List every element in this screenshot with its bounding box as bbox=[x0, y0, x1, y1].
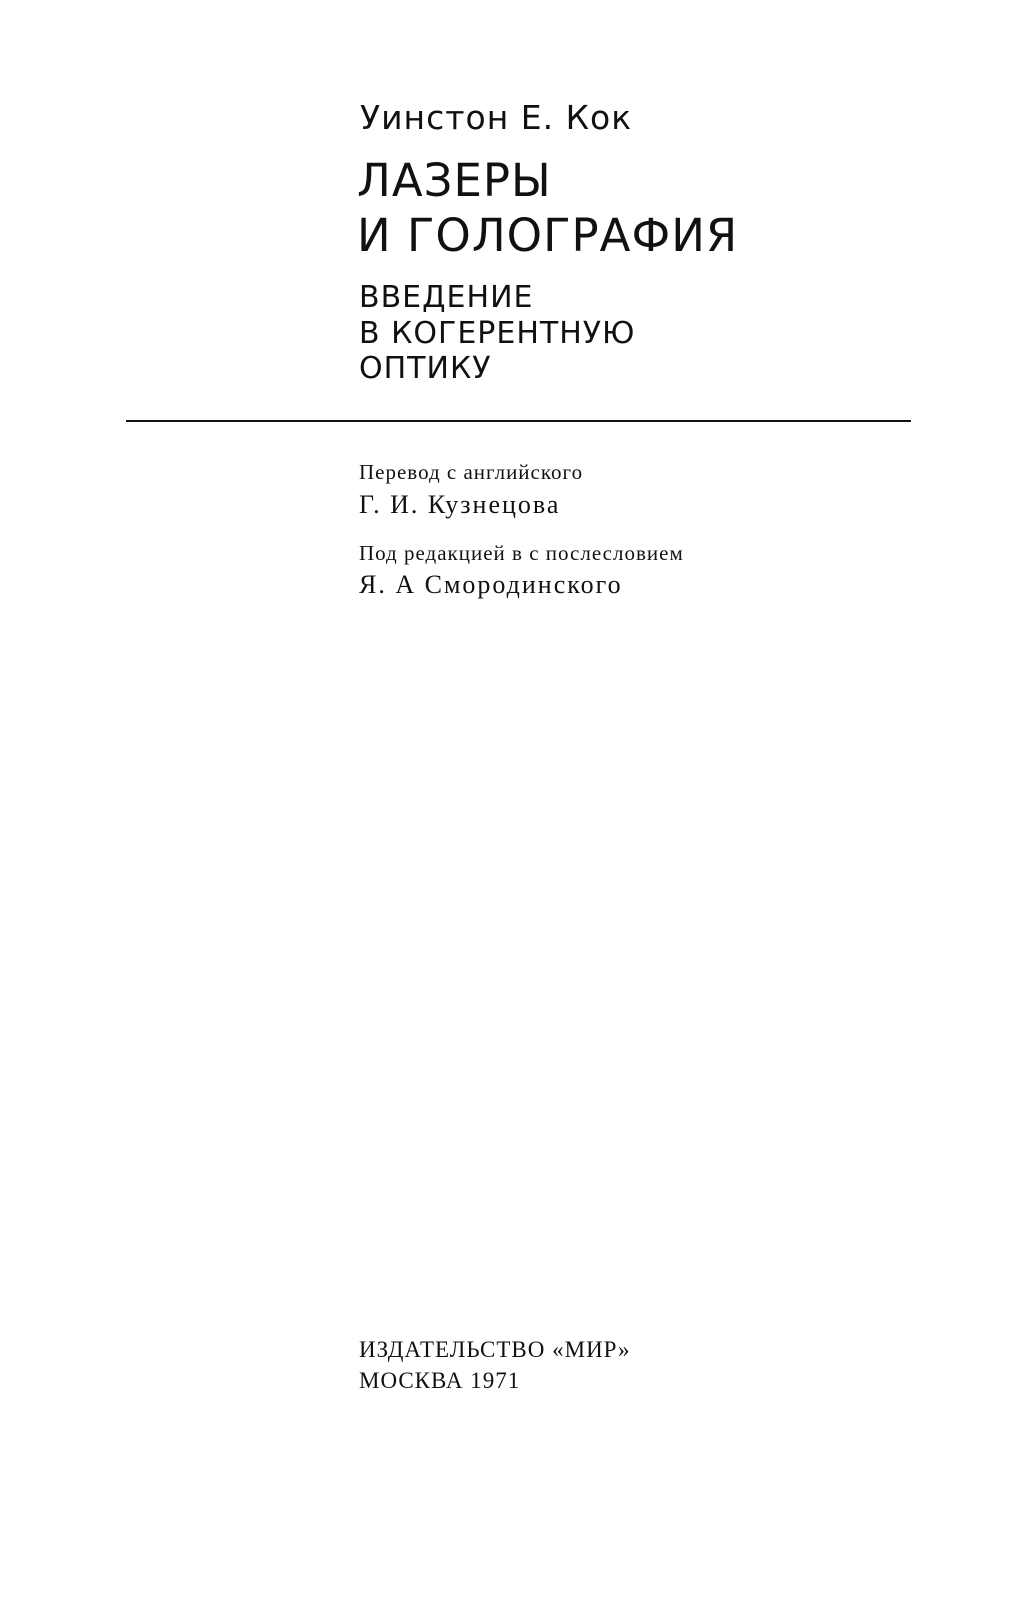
author-name: Уинстон Е. Кок bbox=[360, 98, 633, 137]
publisher-name: ИЗДАТЕЛЬСТВО «МИР» bbox=[359, 1337, 631, 1362]
book-title-line-1: ЛАЗЕРЫ bbox=[357, 154, 552, 207]
publication-city-year: МОСКВА 1971 bbox=[359, 1368, 521, 1393]
horizontal-divider bbox=[126, 420, 911, 422]
editor-name: Я. А Смородинского bbox=[359, 570, 623, 599]
book-title-line-2: И ГОЛОГРАФИЯ bbox=[357, 209, 739, 262]
subtitle-line-3: ОПТИКУ bbox=[359, 351, 492, 386]
subtitle-line-1: ВВЕДЕНИЕ bbox=[359, 280, 534, 315]
translation-label: Перевод с английского bbox=[359, 460, 584, 484]
editor-label: Под редакцией в с послесловием bbox=[359, 541, 684, 565]
translator-name: Г. И. Кузнецова bbox=[359, 490, 561, 519]
subtitle-line-2: В КОГЕРЕНТНУЮ bbox=[359, 316, 636, 351]
